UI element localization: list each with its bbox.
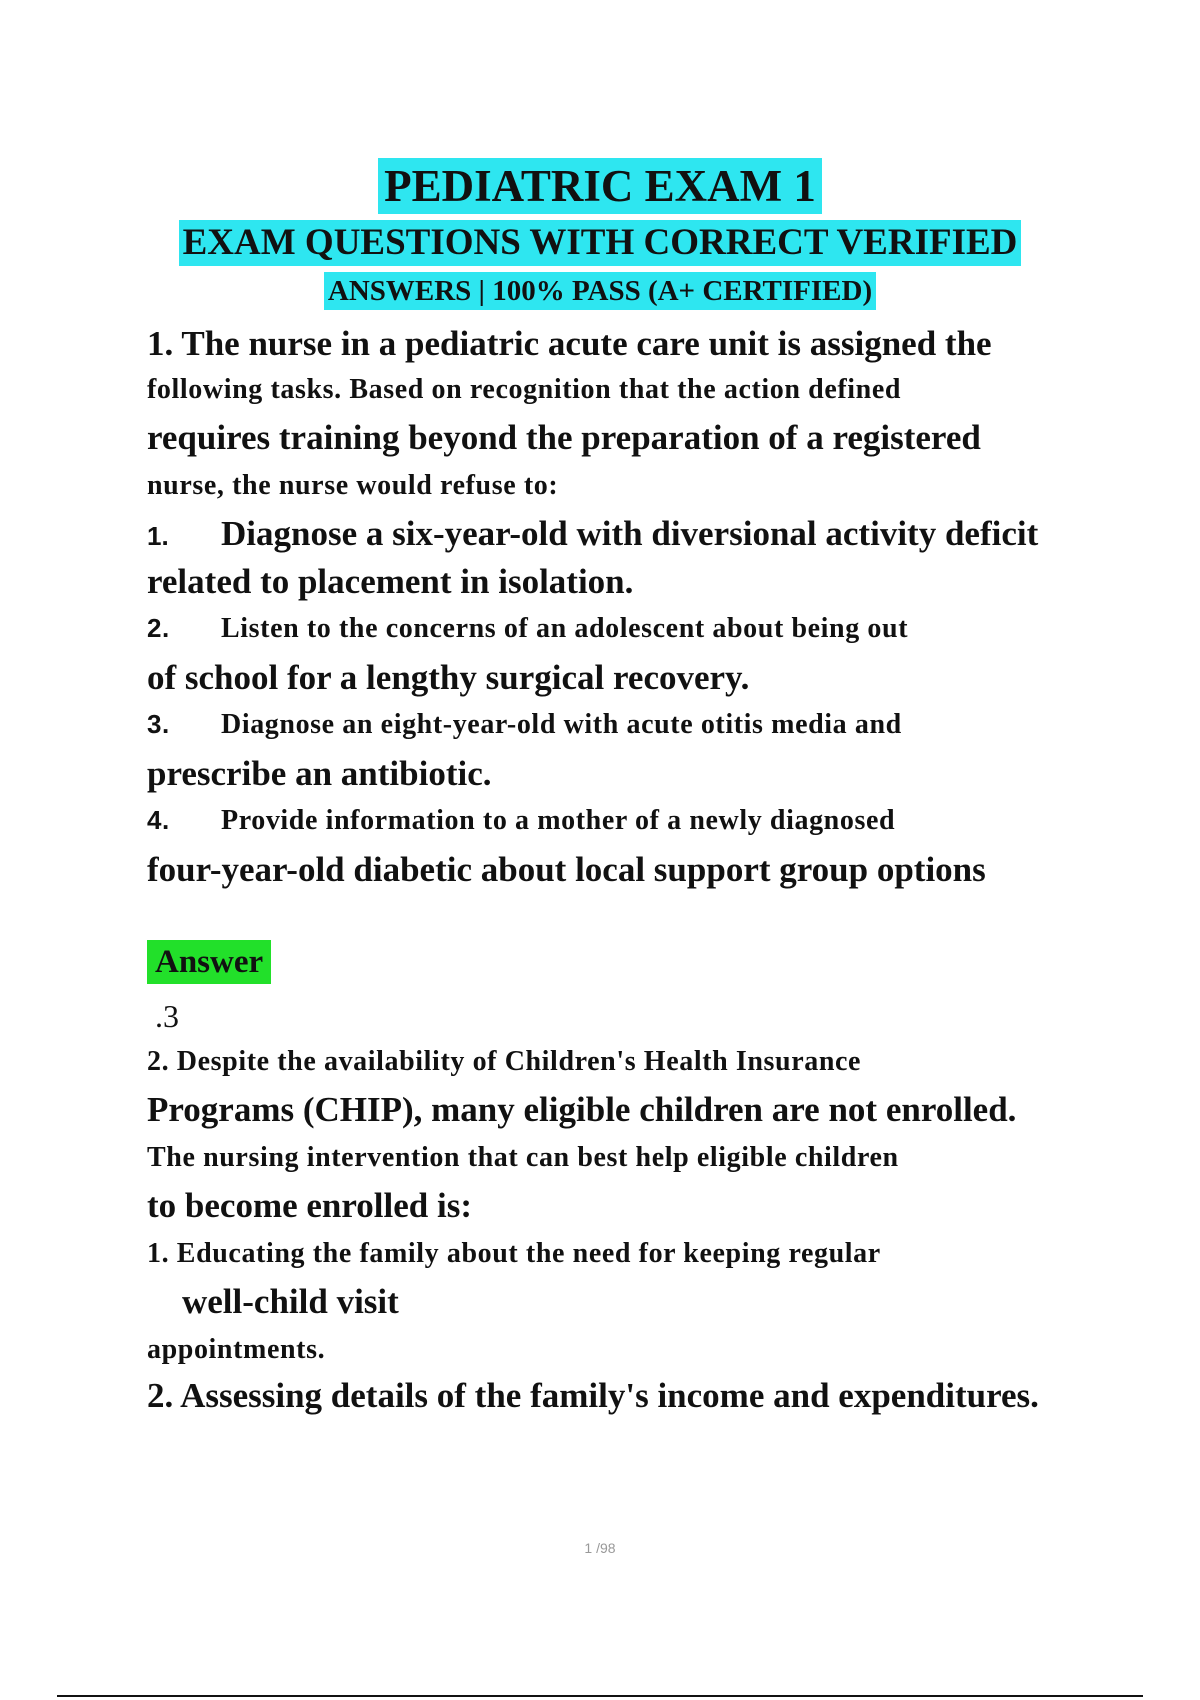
subtitle-line-2: ANSWERS | 100% PASS (A+ CERTIFIED): [324, 272, 876, 310]
question1-option-2: [147, 610, 908, 647]
question1-stem-line-2: following tasks. Based on recognition that the action defined: [147, 374, 902, 405]
subtitle-row-2: [0, 272, 1200, 310]
question1-option-3-cont: prescribe an antibiotic.: [147, 754, 492, 793]
bottom-divider: [57, 1695, 1143, 1697]
option-number: 4.: [147, 805, 170, 835]
question1-option-1-cont: related to placement in isolation.: [147, 562, 634, 601]
question1-option-4: [147, 802, 895, 839]
question2-option-2: 2. Assessing details of the family's income and expenditures.: [147, 1376, 1039, 1415]
question2-stem-line-2: Programs (CHIP), many eligible children are not enrolled.: [147, 1090, 1017, 1129]
option-number: 1.: [147, 521, 169, 551]
question1-option-3: [147, 706, 902, 743]
question2-option-1: 1. Educating the family about the need for keeping regular: [147, 1238, 881, 1269]
question1-option-2-cont: of school for a lengthy surgical recovery.: [147, 658, 750, 697]
page-number: 1 /98: [584, 1540, 616, 1556]
question2-option-1-cont: well-child visit: [182, 1282, 399, 1321]
option-text: Diagnose an eight-year-old with acute otitis media and: [221, 709, 902, 740]
option-text: Diagnose a six-year-old with diversional activity deficit: [221, 514, 1039, 553]
page-title: PEDIATRIC EXAM 1: [378, 158, 822, 214]
question2-stem-line-3: The nursing intervention that can best help eligible children: [147, 1142, 899, 1173]
question1-stem-line-4: nurse, the nurse would refuse to:: [147, 470, 559, 501]
question1-stem-line-1: 1. The nurse in a pediatric acute care unit is assigned the: [147, 324, 992, 363]
question1-stem-line-3: requires training beyond the preparation of a registered: [147, 418, 981, 457]
question1-option-4-cont: four-year-old diabetic about local support group options: [147, 850, 986, 889]
question2-stem-line-1: 2. Despite the availability of Children's Health Insurance: [147, 1046, 862, 1077]
option-number: 2.: [147, 613, 170, 643]
subtitle-row-1: [0, 220, 1200, 266]
question1-option-1: [147, 512, 1038, 558]
option-number: 3.: [147, 709, 170, 739]
title-row: [0, 158, 1200, 214]
question2-stem-line-4: to become enrolled is:: [147, 1186, 472, 1225]
question2-option-1-end: appointments.: [147, 1334, 326, 1365]
option-text: Provide information to a mother of a newly diagnosed: [221, 805, 896, 836]
subtitle-line-1: EXAM QUESTIONS WITH CORRECT VERIFIED: [179, 220, 1022, 266]
answer-value: .3: [155, 998, 179, 1034]
option-text: Listen to the concerns of an adolescent about being out: [221, 613, 909, 644]
answer-label: Answer: [147, 940, 271, 984]
